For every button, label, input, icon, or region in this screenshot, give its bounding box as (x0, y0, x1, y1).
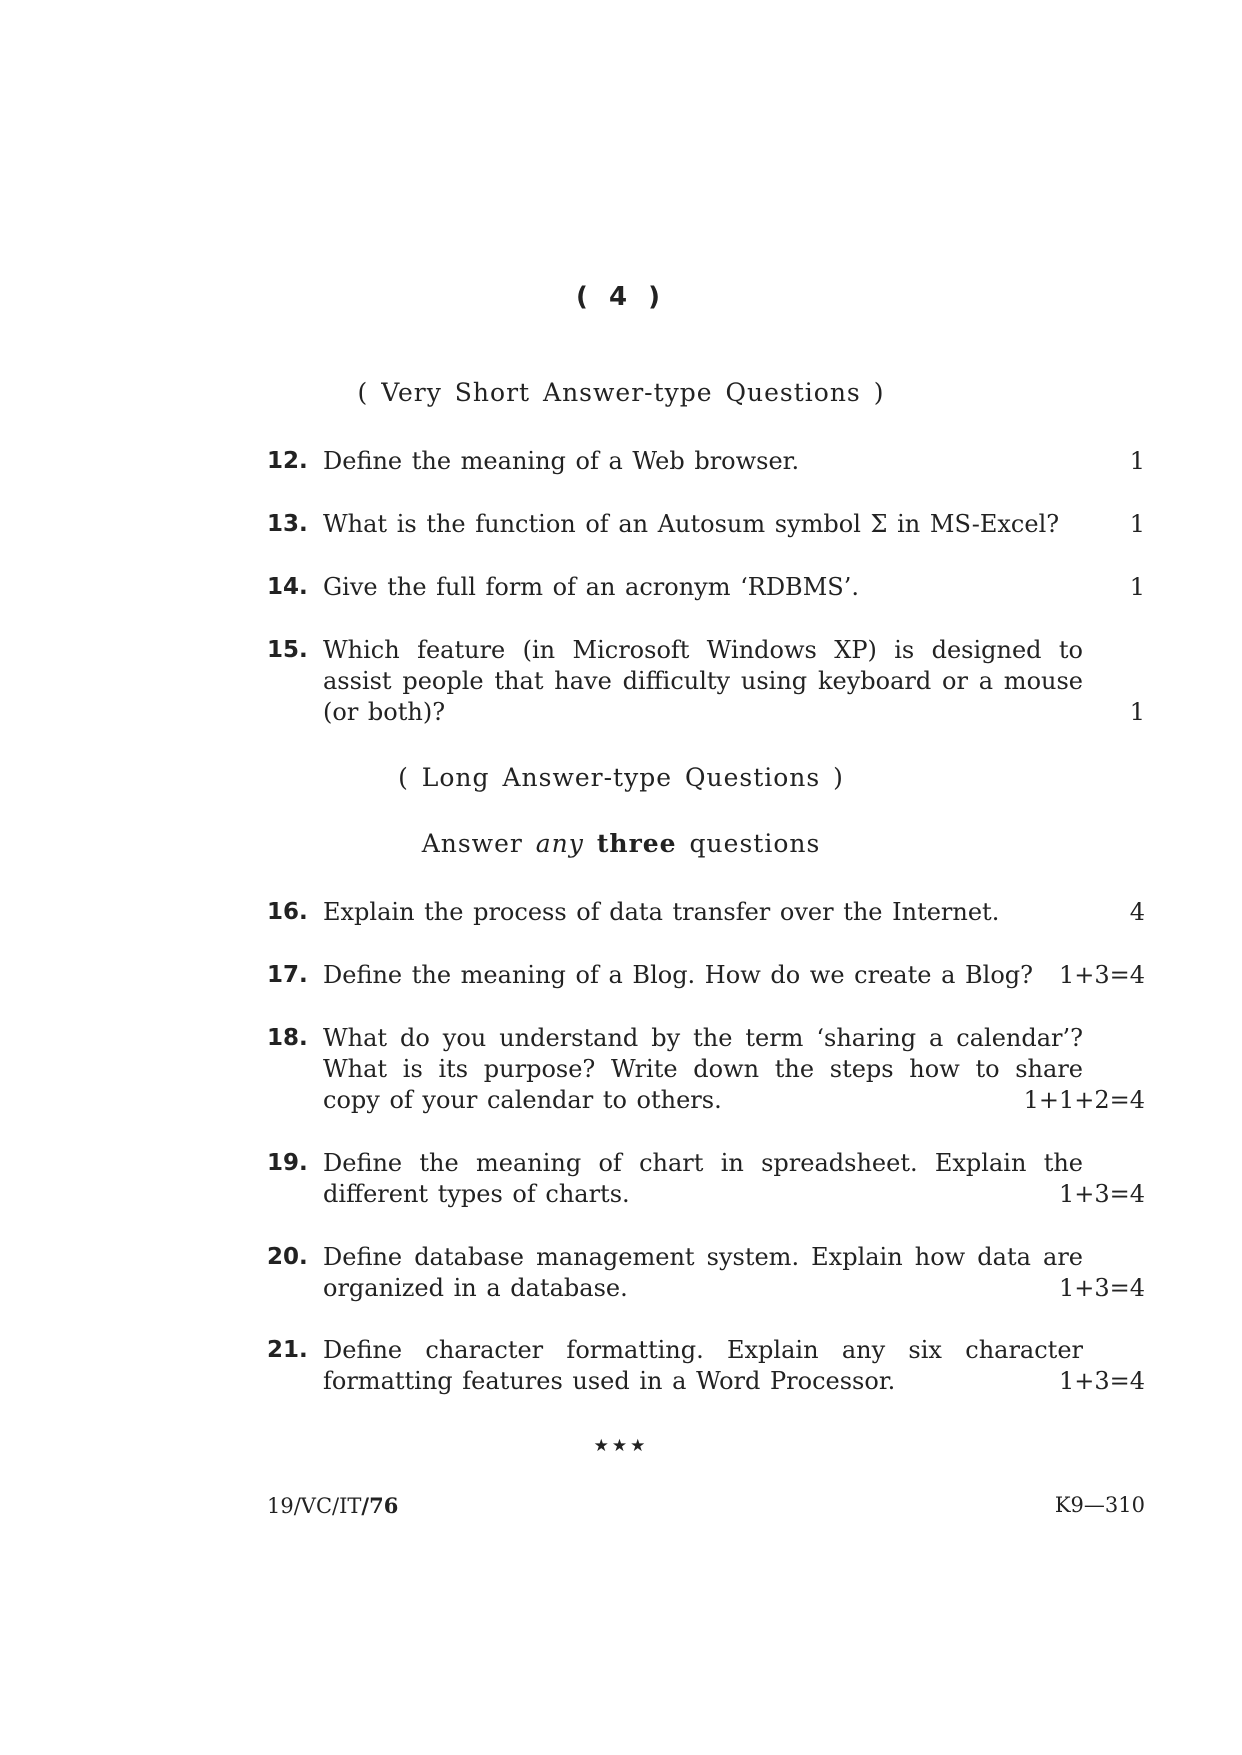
answer-instruction (0, 829, 1242, 858)
question-text: Give the full form of an acronym ‘RDBMS’. (323, 573, 859, 601)
section-heading-long: ( Long Answer-type Questions ) (398, 763, 844, 792)
instruction-pre: Answer (421, 829, 523, 858)
question-12 (267, 446, 1145, 477)
question-text: What do you understand by the term ‘sharing a calendar’? What is its purpose? Write down the steps how to share copy of your calendar to others. (323, 1024, 1083, 1114)
question-16 (267, 897, 1145, 928)
instruction-any: any (535, 829, 584, 858)
question-text: Define database management system. Explain how data are organized in a database. (323, 1243, 1083, 1302)
question-13 (267, 509, 1145, 540)
question-marks: 1 (1129, 447, 1145, 475)
question-18 (267, 1023, 1145, 1116)
question-number: 16. (267, 899, 308, 925)
question-marks: 1+3=4 (1058, 1367, 1145, 1395)
batch-code: K9—310 (1054, 1493, 1145, 1517)
question-marks: 1 (1129, 510, 1145, 538)
question-text: Define character formatting. Explain any six character formatting features used in a Word Processor. (323, 1336, 1083, 1395)
end-of-paper-stars: ★★★ (593, 1436, 649, 1456)
question-text: Explain the process of data transfer over the Internet. (323, 898, 1000, 926)
question-15 (267, 635, 1145, 728)
question-number: 18. (267, 1025, 308, 1051)
instruction-three: three (596, 829, 677, 858)
question-number: 21. (267, 1337, 308, 1363)
question-19 (267, 1148, 1145, 1210)
question-marks: 1+3=4 (1058, 1274, 1145, 1302)
question-number: 14. (267, 574, 308, 600)
question-number: 19. (267, 1150, 308, 1176)
question-17 (267, 960, 1145, 991)
section-heading-very-short: ( Very Short Answer-type Questions ) (357, 378, 885, 407)
paper-code (267, 1493, 398, 1518)
question-number: 15. (267, 637, 308, 663)
question-marks: 1 (1129, 573, 1145, 601)
paper-code-suffix: /76 (361, 1493, 399, 1518)
question-number: 17. (267, 962, 308, 988)
question-marks: 1 (1129, 698, 1145, 726)
question-text: What is the function of an Autosum symbol Σ in MS-Excel? (323, 510, 1060, 538)
question-marks: 1+1+2=4 (1023, 1086, 1145, 1114)
question-text: Define the meaning of a Blog. How do we create a Blog? (323, 961, 1034, 989)
question-number: 12. (267, 448, 308, 474)
question-number: 20. (267, 1244, 308, 1270)
question-number: 13. (267, 511, 308, 537)
question-text: Define the meaning of chart in spreadsheet. Explain the different types of charts. (323, 1149, 1083, 1208)
question-text: Define the meaning of a Web browser. (323, 447, 800, 475)
instruction-post: questions (689, 829, 821, 858)
question-marks: 4 (1129, 898, 1145, 926)
question-marks: 1+3=4 (1058, 961, 1145, 989)
question-21 (267, 1335, 1145, 1397)
question-20 (267, 1242, 1145, 1304)
question-marks: 1+3=4 (1058, 1180, 1145, 1208)
question-text: Which feature (in Microsoft Windows XP) is designed to assist people that have difficulty using keyboard or a mouse (or both)? (323, 636, 1083, 726)
paper-code-prefix: 19/VC/IT (267, 1494, 362, 1518)
page-number: ( 4 ) (576, 282, 666, 312)
question-14 (267, 572, 1145, 603)
